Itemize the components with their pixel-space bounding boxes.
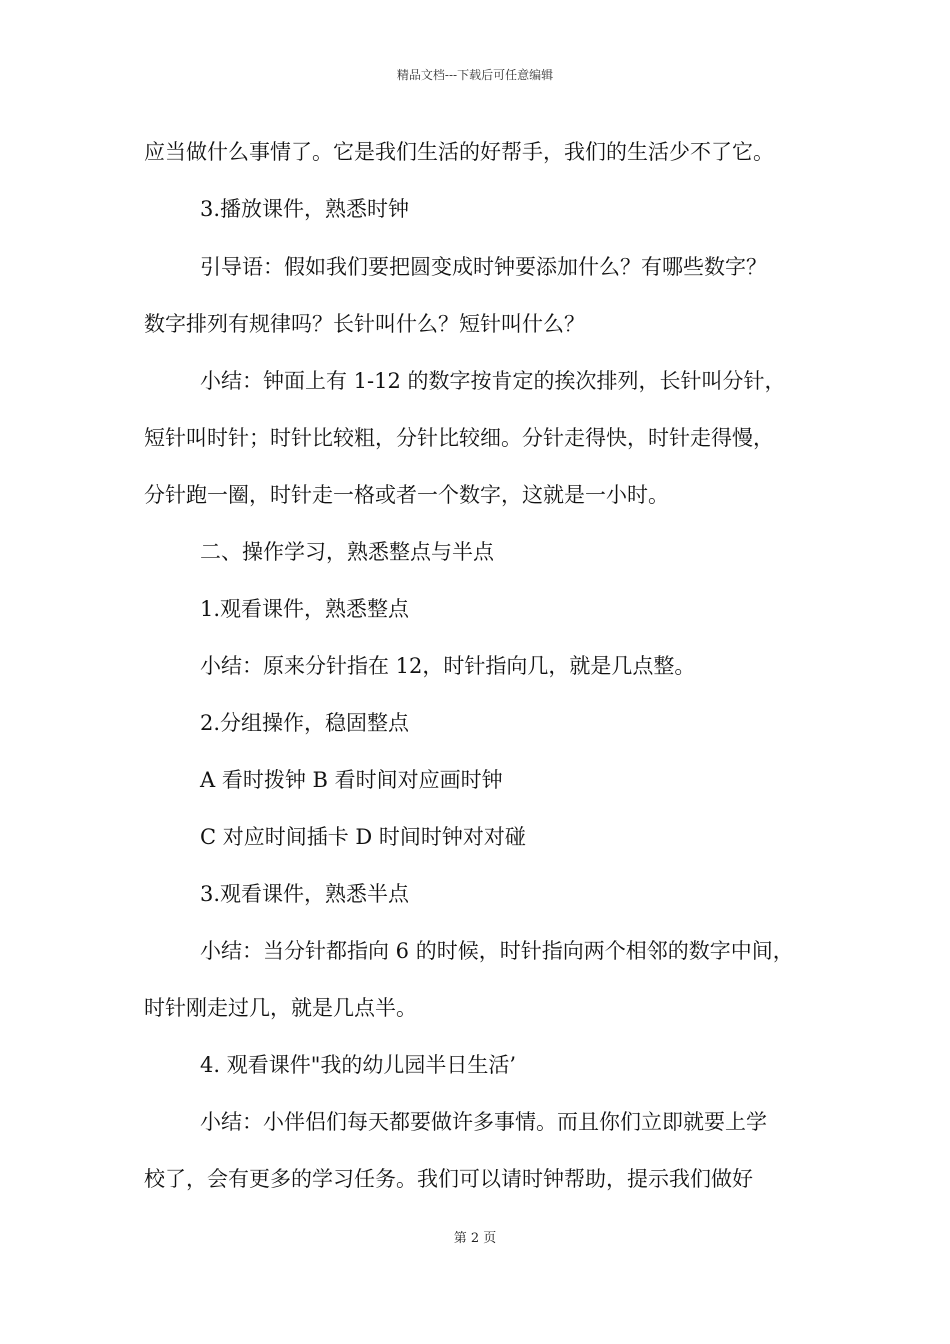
body-line: 应当做什么事情了。它是我们生活的好帮手，我们的生活少不了它。	[144, 140, 774, 164]
body-line: 分针跑一圈，时针走一格或者一个数字，这就是一小时。	[144, 483, 669, 507]
body-line: 数字排列有规律吗？长针叫什么？短针叫什么？	[144, 312, 585, 336]
body-line: 小结：钟面上有 1-12 的数字按肯定的挨次排列，长针叫分针，	[200, 369, 786, 393]
body-line: 引导语：假如我们要把圆变成时钟要添加什么？有哪些数字？	[200, 255, 767, 279]
body-line: 2.分组操作，稳固整点	[200, 711, 410, 735]
body-line: 3.观看课件，熟悉半点	[200, 882, 410, 906]
body-line: 1.观看课件，熟悉整点	[200, 597, 410, 621]
body-line: 小结：小伴侣们每天都要做许多事情。而且你们立即就要上学	[200, 1110, 767, 1134]
page-footer: 第 2 页	[453, 1231, 497, 1246]
body-line: 小结：当分针都指向 6 的时候，时针指向两个相邻的数字中间，	[200, 939, 794, 963]
body-line: 4. 观看课件"我的幼儿园半日生活’	[200, 1053, 517, 1077]
body-line: A 看时拨钟 B 看时间对应画时钟	[200, 768, 503, 792]
body-line: 二、操作学习，熟悉整点与半点	[200, 540, 494, 564]
body-line: 时针刚走过几，就是几点半。	[144, 996, 417, 1020]
body-line: C 对应时间插卡 D 时间时钟对对碰	[200, 825, 526, 849]
body-line: 3.播放课件，熟悉时钟	[200, 197, 410, 221]
page-header: 精品文档---下载后可任意编辑	[396, 68, 554, 82]
body-line: 短针叫时针；时针比较粗，分针比较细。分针走得快，时针走得慢，	[144, 426, 774, 450]
body-line: 小结：原来分针指在 12，时针指向几，就是几点整。	[200, 654, 696, 678]
body-line: 校了，会有更多的学习任务。我们可以请时钟帮助，提示我们做好	[144, 1167, 753, 1191]
